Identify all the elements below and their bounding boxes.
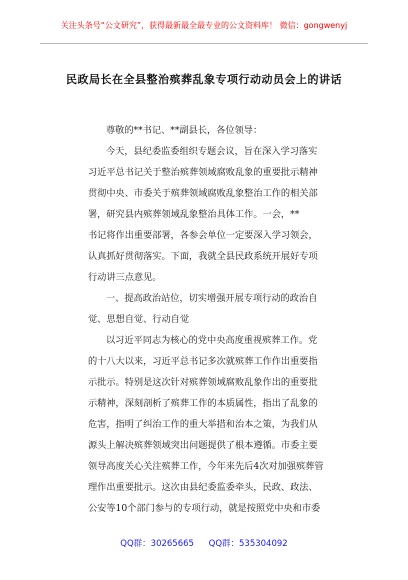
text-line: 习近平总书记关于整治殡葬领域腐败乱象的重要批示精神 (88, 167, 318, 178)
footer-qq-group-2: QQ群：535304092 (208, 539, 288, 549)
document-title: 民政局长在全县整治殡葬乱象专项行动动员会上的讲话 (66, 73, 342, 86)
salutation-line: 尊敬的**书记、**副县长，各位领导： (106, 125, 263, 136)
text-line: 以习近平同志为核心的党中央高度重视殡葬工作。党 (106, 335, 318, 346)
section-heading-line: 觉、思想自觉、行动自觉 (88, 314, 190, 325)
header-divider (40, 43, 368, 44)
text-line: 行动讲三点意见。 (88, 272, 162, 283)
footer-qq-group-1: QQ群：30265665 (120, 539, 194, 549)
text-line: 今天，县纪委监委组织专题会议，旨在深入学习落实 (106, 146, 318, 157)
text-line: 书记将作出重要部署，各参会单位一定要深入学习领会， (88, 230, 318, 241)
text-line: 领导高度关心关注殡葬工作，今年来先后4次对加强殡葬管 (88, 461, 324, 472)
text-line: 示精神，深刻剖析了殡葬工作的本质属性，指出了乱象的 (88, 398, 318, 409)
text-line: 公安等10个部门参与的专项行动，就是按照党中央和市委 (88, 503, 321, 514)
footer-contacts (0, 537, 408, 549)
section-heading-line: 一、提高政治站位，切实增强开展专项行动的政治自 (106, 293, 318, 304)
text-line: 贯彻中央、市委关于殡葬领域腐败乱象整治工作的相关部 (88, 188, 318, 199)
text-line: 认真抓好贯彻落实。下面，我就全县民政系统开展好专项 (88, 251, 318, 262)
header-banner: 关注头条号“公文研究”，获得最新最全最专业的公文资料库！ 微信：gongwenyj (60, 21, 348, 30)
text-line: 危害，指明了纠治工作的重大举措和治本之策，为我们从 (88, 419, 318, 430)
text-line: 示批示。特别是这次针对殡葬领域腐败乱象作出的重要批 (88, 377, 318, 388)
text-line: 理作出重要批示。这次由县纪委监委牵头，民政、政法、 (88, 482, 318, 493)
text-line: 源头上解决殡葬领域突出问题提供了根本遵循。市委主要 (88, 440, 318, 451)
text-line: 署，研究县内殡葬领域乱象整治具体工作。一会，** (88, 209, 300, 220)
body-paragraphs (88, 141, 358, 519)
text-line: 的十八大以来，习近平总书记多次就殡葬工作作出重要指 (88, 356, 318, 367)
salutation (88, 120, 358, 141)
